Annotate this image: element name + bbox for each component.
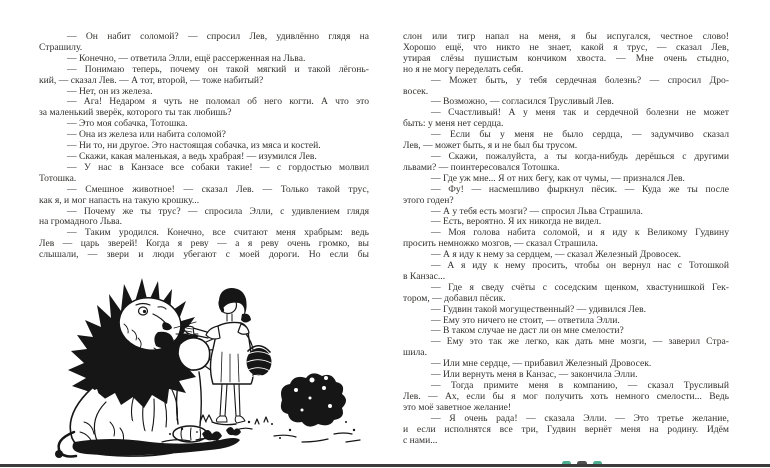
text-line: Тотошка.	[39, 173, 77, 184]
text-line: — Это моя собачка, Тотошка.	[67, 119, 188, 130]
text-line: в Канзас...	[403, 271, 446, 282]
text-line: — Понимаю теперь, почему он такой мягкий и такой лёгонь-	[67, 64, 369, 75]
text-line: этого годен?	[403, 195, 454, 206]
text-line: с нами...	[403, 435, 438, 446]
text-line: Лев, — может быть, я и не был бы трусом.	[403, 141, 578, 152]
text-line: — Фу! — насмешливо фыркнул пёсик. — Куда же ты после	[431, 184, 729, 195]
text-line: — Я очень рада! — сказала Элли. — Это третье желание,	[431, 413, 729, 424]
text-line: — Возможно, — согласился Трусливый Лев.	[431, 97, 614, 108]
text-line: Хорошо ещё, что никто не знает, какой я трус, — сказал Лев,	[403, 42, 729, 53]
text-line: за маленький зверёк, которого ты так любишь?	[39, 108, 232, 119]
text-line: и если исполнятся все три, Гудвин вернёт меня на родину. Идём	[403, 424, 729, 435]
text-line: — Где я сведу счёты с соседским щенком, хвастунишкой Гек-	[431, 282, 729, 293]
text-line: — Моя голова набита соломой, и я иду к Великому Гудвину	[431, 228, 729, 239]
text-line: — Есть, вероятно. Я их никогда не видел.	[431, 217, 602, 228]
text-line: слышали, — звери и люди убегают с моей дороги. Но если бы	[39, 250, 369, 261]
text-line: — Она из железа или набита соломой?	[67, 130, 226, 141]
text-line: слон или тигр напал на меня, я бы испугался, честное слово!	[403, 32, 729, 42]
text-line: — Тогда примите меня в компанию, — сказал Трусливый	[431, 381, 729, 391]
text-line: — Где уж мне... Я от них бегу, как от чумы, — признался Лев.	[431, 173, 685, 184]
text-line: как я, и мог напасть на такую крошку...	[39, 195, 200, 206]
text-line: Лев — царь зверей! Когда я реву — а я реву очень громко, вы	[39, 239, 369, 250]
lion-and-girl-illustration	[50, 272, 372, 462]
text-line: — Ни то, ни другое. Это настоящая собачка, из мяса и костей.	[67, 141, 321, 152]
bush	[281, 373, 346, 426]
text-line: утирая слёзы пушистым кончиком хвоста. — Мне очень стыдно,	[403, 53, 729, 64]
text-line: — Скажи, пожалуйста, а ты когда-нибудь дерёшься с другими	[431, 151, 729, 162]
text-line: — Счастливый! А у меня так и сердечной болезни не может	[431, 108, 729, 119]
text-line: — Конечно, — ответила Элли, ещё рассерженная на Льва.	[67, 53, 306, 64]
text-line: — Ему это ничего не стоит, — ответила Элли.	[431, 315, 620, 326]
text-line: тором, — добавил пёсик.	[403, 293, 506, 304]
text-line: Страшилу.	[39, 42, 83, 53]
text-line: — Ему это так же легко, как дать мне мозги, — заверил Стра-	[431, 337, 729, 348]
text-line: — Он набит соломой? — спросил Лев, удивлённо глядя на	[67, 32, 369, 42]
text-line: просить немножко мозгов, — сказал Страшила.	[403, 239, 598, 250]
text-line: кий, — сказал Лев. — А тот, второй, — тоже набитый?	[39, 75, 264, 86]
text-line: на громадного Льва.	[39, 217, 123, 228]
text-line: это моё заветное желание!	[403, 402, 512, 413]
text-line: — Ага! Недаром я чуть не поломал об него когти. А что это	[67, 97, 369, 108]
text-line: — У нас в Канзасе все собаки такие! — с гордостью молвил	[67, 162, 369, 173]
text-line: — А у тебя есть мозги? — спросил Льва Страшила.	[431, 206, 643, 217]
text-line: — Если бы у меня не было сердца, — задумчиво сказал	[431, 130, 729, 141]
bottom-bar	[0, 464, 770, 467]
text-line: — Нет, он из железа.	[67, 86, 153, 97]
text-line: — Таким уродился. Конечно, все считают меня храбрым: ведь	[67, 228, 369, 239]
text-line: — Почему же ты трус? — спросила Элли, с удивлением глядя	[67, 206, 369, 217]
lion-raised-paw	[178, 338, 210, 370]
text-line: — Скажи, какая маленькая, а ведь храбрая! — изумился Лев.	[67, 151, 317, 162]
text-line: — Или мне сердце, — прибавил Железный Дровосек.	[431, 359, 652, 370]
text-line: — В таком случае не даст ли он мне смелости?	[431, 326, 624, 337]
text-line: — Гудвин такой могущественный? — удивился Лев.	[431, 304, 647, 315]
book-page-right	[403, 32, 729, 446]
text-line: — Смешное животное! — сказал Лев. — Только такой трус,	[67, 184, 369, 195]
text-line: львами? — поинтересовался Тотошка.	[403, 162, 560, 173]
text-line: восек.	[403, 86, 429, 97]
text-line: — А я иду к нему просить, чтобы он вернул нас с Тотошкой	[431, 261, 729, 272]
text-line: Лев. — Ах, если бы я мог получить хоть немного смелости... Ведь	[403, 391, 729, 402]
text-line: — Или вернуть меня в Канзас, — закончила Элли.	[431, 370, 638, 381]
book-page-left	[39, 32, 369, 261]
text-line: быть: у меня нет сердца.	[403, 119, 504, 130]
text-line: — А я иду к нему за сердцем, — сказал Железный Дровосек.	[431, 250, 682, 261]
text-line: шила.	[403, 348, 427, 359]
text-line: но я не могу переделать себя.	[403, 64, 524, 75]
text-line: — Может быть, у тебя сердечная болезнь? — спросил Дро-	[431, 75, 729, 86]
